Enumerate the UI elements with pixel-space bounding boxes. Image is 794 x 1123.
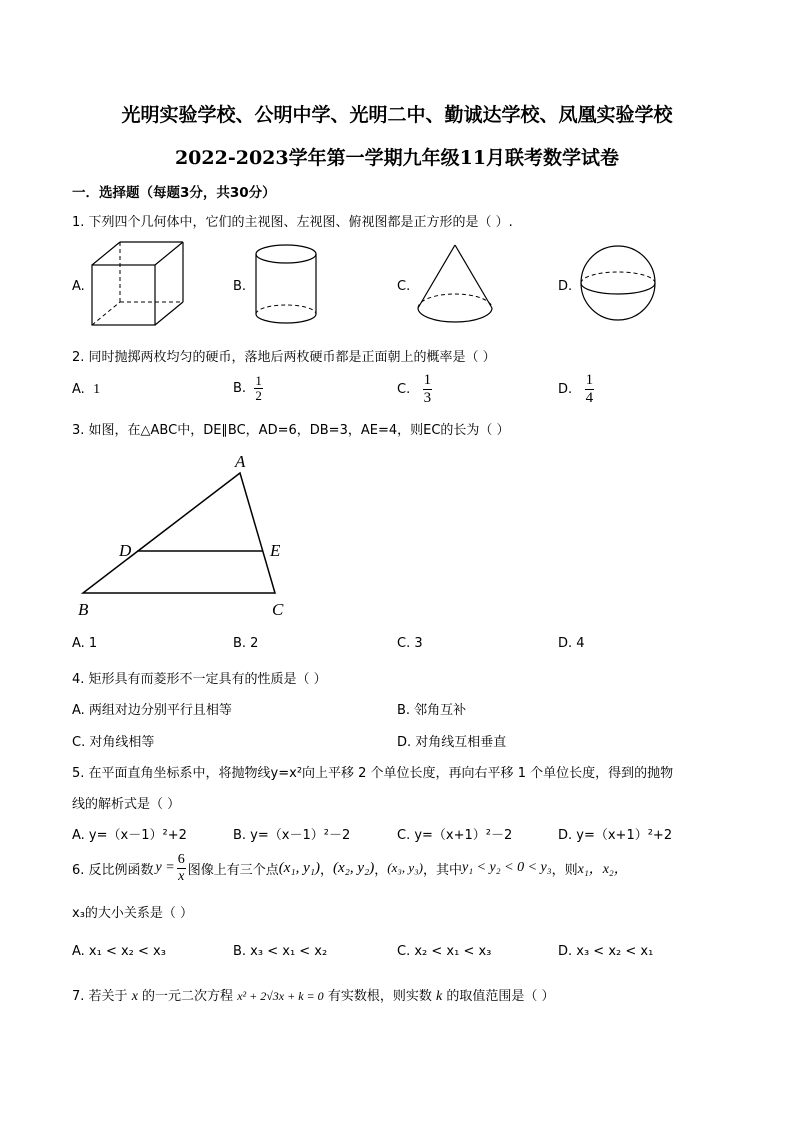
q2-option-a-value: 1 — [93, 382, 101, 397]
q6-function-y: y = — [155, 860, 175, 875]
q1-option-a-label: A. — [72, 279, 85, 294]
q6-condition-prefix: ，其中 — [423, 862, 463, 878]
fraction-numerator: 6 — [177, 851, 185, 867]
q2-option-a — [72, 382, 100, 398]
question-6-stem-line-2: x₃的大小关系是（ ） — [72, 906, 194, 921]
q6-condition: y₁ < y₂ < 0 < y₃ — [462, 860, 552, 875]
cube-icon — [90, 240, 190, 330]
fraction-denominator: 3 — [423, 390, 432, 406]
title-line-1: 光明实验学校、公明中学、光明二中、勤诚达学校、凤凰实验学校 — [121, 104, 673, 126]
q7-equation: x² + 2√3x + k = 0 — [237, 989, 324, 1003]
question-4-stem: 4. 矩形具有而菱形不一定具有的性质是（ ） — [72, 672, 327, 687]
section-heading: 一．选择题（每题3分，共30分） — [72, 185, 276, 201]
q6-option-d: D. x₃ < x₂ < x₁ — [558, 944, 654, 959]
question-2-stem: 2. 同时抛掷两枚均匀的硬币，落地后两枚硬币都是正面朝上的概率是（ ） — [72, 350, 496, 365]
q6-option-c: C. x₂ < x₁ < x₃ — [397, 944, 492, 959]
q2-option-c — [397, 372, 432, 407]
q5-option-d: D. y=（x+1）²+2 — [558, 828, 673, 843]
q6-variables: x₁，x₂， — [577, 862, 628, 877]
q7-prefix: 7. 若关于 — [72, 989, 128, 1004]
q6-mid-text: 图像上有三个点 — [187, 862, 279, 878]
fraction-denominator: x — [178, 868, 185, 884]
fraction-one-fourth — [585, 372, 595, 407]
sphere-icon — [578, 243, 658, 323]
q2-option-a-label: A. — [72, 382, 85, 397]
vertex-c-label: C — [272, 600, 284, 619]
fraction-denominator: 2 — [255, 388, 262, 403]
q7-variable: x — [131, 989, 138, 1004]
q6-tail: ，则 — [551, 862, 578, 878]
vertex-b-label: B — [78, 600, 89, 619]
q7-k: k — [435, 989, 443, 1004]
point-d-label: D — [119, 541, 132, 560]
fraction-numerator: 1 — [255, 373, 262, 388]
q5-option-b: B. y=（x－1）²－2 — [233, 828, 351, 843]
cone-icon — [415, 243, 495, 327]
q5-option-c: C. y=（x+1）²－2 — [397, 828, 513, 843]
q6-option-b: B. x₃ < x₁ < x₂ — [233, 944, 328, 959]
q1-option-d-label: D. — [558, 279, 573, 294]
question-7-stem — [72, 985, 554, 1005]
question-5-stem-line-2: 线的解析式是（ ） — [72, 797, 181, 812]
q4-option-a: A. 两组对边分别平行且相等 — [72, 703, 232, 718]
question-3-stem: 3. 如图，在△ABC中，DE∥BC，AD=6，DB=3，AE=4，则EC的长为（ ） — [72, 423, 510, 438]
triangle-diagram — [70, 450, 300, 625]
point-e-label: E — [270, 541, 281, 560]
q7-tail: 有实数根，则实数 — [327, 989, 432, 1004]
q4-option-b: B. 邻角互补 — [397, 703, 467, 718]
title-line-2: 2022-2023学年第一学期九年级11月联考数学试卷 — [174, 147, 620, 169]
q3-option-a: A. 1 — [72, 636, 98, 651]
fraction-one-third — [423, 372, 433, 407]
q3-option-d: D. 4 — [558, 636, 585, 651]
question-1-stem: 1. 下列四个几何体中，它们的主视图、左视图、俯视图都是正方形的是（ ）. — [72, 215, 513, 230]
q7-mid: 的一元二次方程 — [142, 989, 234, 1004]
q6-prefix: 6. 反比例函数 — [72, 862, 154, 878]
q1-option-c-label: C. — [397, 279, 411, 294]
q2-option-b-label: B. — [233, 381, 247, 396]
question-5-stem-line-1: 5. 在平面直角坐标系中，将抛物线y=x²向上平移 2 个单位长度，再向右平移 1 个单位长度，得到的抛物 — [72, 766, 674, 781]
q6-option-a: A. x₁ < x₂ < x₃ — [72, 944, 166, 959]
q6-point-1: (x₁, y₁) — [278, 859, 320, 876]
cylinder-icon — [253, 243, 319, 327]
q4-option-d: D. 对角线互相垂直 — [397, 735, 507, 750]
q4-option-c: C. 对角线相等 — [72, 735, 155, 750]
q2-option-c-label: C. — [397, 382, 411, 397]
q2-option-d-label: D. — [558, 382, 573, 397]
q5-option-a: A. y=（x－1）²+2 — [72, 828, 187, 843]
q2-option-d — [558, 372, 594, 407]
q3-option-b: B. 2 — [233, 636, 259, 651]
fraction-denominator: 4 — [585, 390, 594, 406]
q7-end: 的取值范围是（ ） — [446, 989, 555, 1004]
q6-point-3: (x₃, y₃) — [387, 860, 424, 875]
q2-option-b — [233, 374, 263, 403]
fraction-numerator: 1 — [585, 372, 594, 388]
question-6-stem: 6. 反比例函数 y = $\frac{6}{x}$ 图像上有三个点 (x₁, y₁) ， (x₂, y₂) ， (x₃, y₃) ，其中 y₁ < y₂ < 0 < y₃ ，则 x₁，x₂， — [72, 851, 628, 884]
fraction-numerator: 1 — [423, 372, 432, 388]
q6-point-2: (x₂, y₂) — [333, 859, 375, 876]
q1-option-b-label: B. — [233, 279, 247, 294]
vertex-a-label: A — [235, 452, 246, 471]
q6-function-fraction — [177, 852, 186, 885]
fraction-one-half — [254, 374, 263, 403]
q3-option-c: C. 3 — [397, 636, 423, 651]
